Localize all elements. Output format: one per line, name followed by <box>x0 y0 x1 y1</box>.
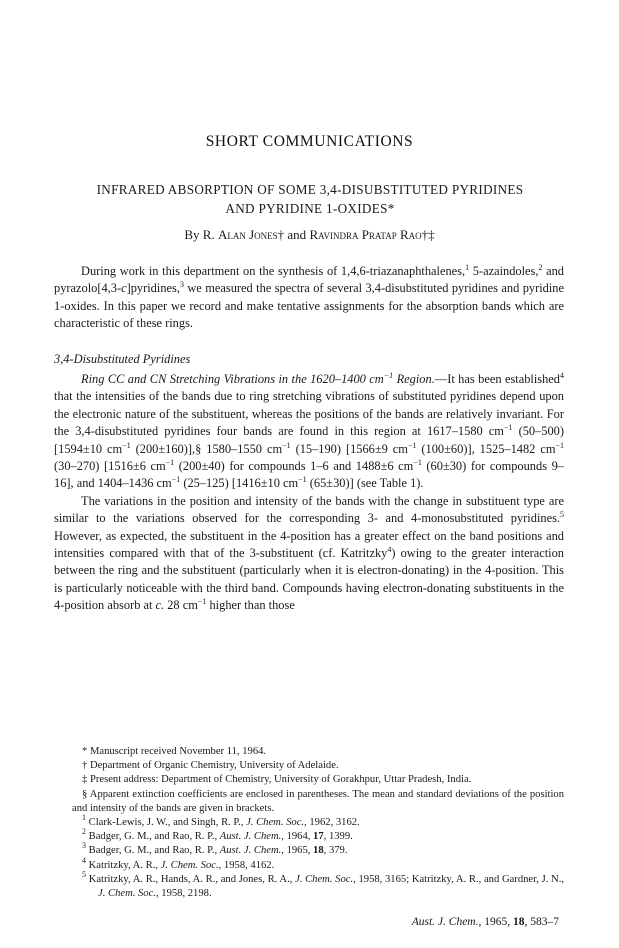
body-text: (25–125) [1416±10 cm <box>180 476 299 491</box>
body-text: (30–270) [1516±6 cm <box>54 459 166 474</box>
intro-text: we measured the spectra of several 3,4-disubstituted pyridines and pyridine 1-oxides. In this paper we record and make tentative assignments for the absorption bands which are characteristic of these rings. <box>54 281 564 331</box>
reference-journal: Aust. J. Chem. <box>219 831 282 843</box>
reference-text: , 1965, <box>281 845 314 857</box>
ref-marker: 4 <box>560 371 565 380</box>
body-text: (60±30) for compounds 9–16], and 1404–1436 cm <box>54 459 564 491</box>
body-text: (200±40) for compounds 1–6 and 1488±6 cm <box>174 459 414 474</box>
section-heading: SHORT COMMUNICATIONS <box>205 133 414 150</box>
footnotes <box>54 745 564 901</box>
reference-number: 1 <box>82 813 86 823</box>
body-text: higher than those <box>206 598 295 613</box>
main-body <box>54 371 564 615</box>
footnote-manuscript: * Manuscript received November 11, 1964. <box>82 746 267 757</box>
reference-journal: J. Chem. Soc. <box>160 859 219 871</box>
reference-text: Katritzky, A. R., Hands, A. R., and Jones, R. A., <box>88 873 296 885</box>
byline <box>0 227 619 243</box>
superscript: −1 <box>413 458 422 468</box>
reference-journal: Aust. J. Chem. <box>219 845 282 857</box>
intro-text: and pyrazolo[4,3- <box>54 264 565 296</box>
superscript: −1 <box>383 371 394 380</box>
paragraph-heading-end: Region. <box>393 372 435 386</box>
author-2-name: Ravindra Pratap Rao <box>309 227 422 242</box>
superscript: −1 <box>298 475 307 485</box>
intro-text: 5-azaindoles, <box>469 264 539 278</box>
citation-pages: , 583–7 <box>524 916 559 928</box>
author-1-marks: † <box>277 227 285 242</box>
body-text: —It has been established <box>434 372 561 386</box>
article-title <box>60 180 560 218</box>
body-text: (15–190) [1566±9 cm <box>290 441 408 456</box>
reference-item <box>54 855 564 873</box>
reference-text: , 1958, 3165; Katritzky, A. R., and Gardner, J. N., <box>353 873 564 885</box>
reference-item <box>54 813 564 830</box>
superscript: −1 <box>171 475 181 485</box>
reference-text: , 379. <box>323 845 348 857</box>
superscript: −1 <box>197 597 207 607</box>
superscript: −1 <box>165 458 175 468</box>
reference-item <box>54 841 564 858</box>
reference-text: , 1958, 2198. <box>155 888 212 900</box>
body-italic: c. <box>155 598 165 613</box>
ref-marker: 3 <box>179 280 184 290</box>
body-text: (100±60)], 1525–1482 cm <box>416 441 556 456</box>
superscript: −1 <box>555 440 564 450</box>
reference-text: Badger, G. M., and Rao, R. P., <box>88 845 220 857</box>
reference-journal: J. Chem. Soc. <box>295 873 354 885</box>
reference-text: Clark-Lewis, J. W., and Singh, R. P., <box>88 817 247 829</box>
superscript: −1 <box>407 440 417 450</box>
body-text: (200±160)],§ 1580–1550 cm <box>130 441 283 456</box>
page-citation <box>412 916 559 928</box>
reference-journal: J. Chem. Soc. <box>98 888 156 900</box>
byline-and: and <box>287 227 307 242</box>
reference-number: 2 <box>82 827 86 837</box>
citation-volume: 18 <box>513 916 525 928</box>
reference-number: 5 <box>82 869 86 879</box>
reference-text: Badger, G. M., and Rao, R. P., <box>88 831 220 843</box>
byline-by: By R. <box>184 227 215 242</box>
subsection-heading: 3,4-Disubstituted Pyridines <box>54 352 191 366</box>
reference-number: 3 <box>82 841 86 851</box>
intro-paragraph <box>54 263 564 333</box>
superscript: −1 <box>122 440 131 450</box>
footnote-double-dagger: ‡ Present address: Department of Chemistry, University of Gorakhpur, Uttar Pradesh, India. <box>82 774 472 786</box>
reference-journal: J. Chem. Soc. <box>246 817 305 829</box>
author-2-marks: †‡ <box>421 227 435 242</box>
intro-text: During work in this department on the synthesis of 1,4,6-triazanaphthalenes, <box>81 264 466 278</box>
paragraph-heading: Ring CC and CN Stretching Vibrations in the 1620–1400 cm <box>81 372 384 386</box>
reference-text: , 1964, <box>281 831 314 843</box>
reference-text: , 1399. <box>323 831 353 843</box>
body-text: The variations in the position and intensity of the bands with the change in substituent type are similar to the variations observed for the corresponding 3- and 4-monosubstituted pyridines. <box>54 493 564 526</box>
reference-text: , 1962, 3162. <box>304 817 360 829</box>
body-text: that the intensities of the bands due to ring stretching vibrations of substituted pyridines depend upon the electronic nature of the substituent, whereas the positions of the bands are relatively invariant. For the 3,4-disubstituted pyridines four bands are found in this region at 1617–1580 cm <box>54 389 564 439</box>
body-text: However, as expected, the substituent in the 4-position has a greater effect on the band positions and intensities compared with that of the 3-substituent (cf. Katritzky <box>54 528 564 561</box>
ref-marker: 5 <box>560 510 564 520</box>
body-text: (65±30)] (see Table 1). <box>306 476 424 491</box>
reference-text: , 1958, 4162. <box>218 859 275 871</box>
ref-marker: 4 <box>387 545 392 555</box>
author-1-first: Alan <box>217 227 246 242</box>
footnote-dagger: † Department of Organic Chemistry, University of Adelaide. <box>82 760 339 772</box>
footnote-section: § Apparent extinction coefficients are enclosed in parentheses. The mean and standard deviations of the position and intensity of the bands are given in brackets. <box>72 788 564 814</box>
body-text: (50–500) [1594±10 cm <box>54 424 564 456</box>
reference-volume: 17 <box>313 831 324 843</box>
ref-marker: 1 <box>465 263 470 272</box>
intro-text: ]pyridines, <box>126 281 180 296</box>
reference-item <box>54 869 564 901</box>
superscript: −1 <box>503 423 513 433</box>
author-1-last: Jones <box>249 227 278 242</box>
citation-year: , 1965, <box>478 916 513 928</box>
article-title-line-2: AND PYRIDINE 1-OXIDES* <box>225 201 395 216</box>
intro-italic: c <box>121 281 127 296</box>
reference-volume: 18 <box>313 845 324 857</box>
article-title-line-1: INFRARED ABSORPTION OF SOME 3,4-DISUBSTITUTED PYRIDINES <box>96 182 524 197</box>
citation-journal: Aust. J. Chem. <box>411 916 479 928</box>
body-text: ) owing to the greater interaction between the ring and the substituent (particularly when it is electron-donating) in the 4-position. This is particularly noticeable with the third band. Compounds having electron-donating substituents in the 4-position absorb at <box>54 546 564 613</box>
reference-text: Katritzky, A. R., <box>88 859 161 871</box>
body-text: 28 cm <box>164 598 198 613</box>
ref-marker: 2 <box>538 263 543 272</box>
reference-item <box>54 827 564 844</box>
superscript: −1 <box>282 440 291 450</box>
reference-number: 4 <box>82 855 86 865</box>
